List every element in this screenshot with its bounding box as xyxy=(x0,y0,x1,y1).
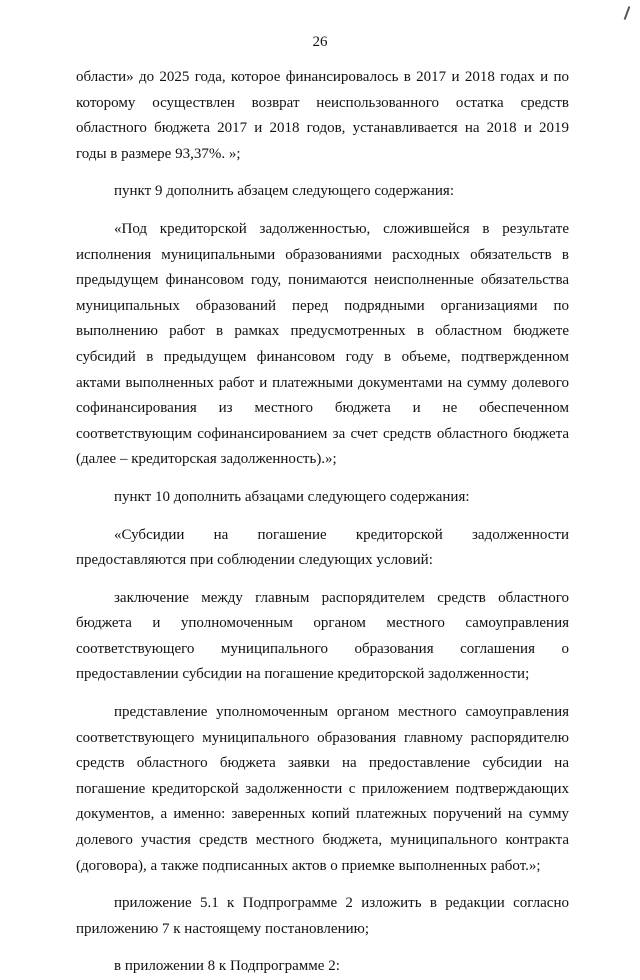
scan-mark xyxy=(624,6,631,20)
document-body xyxy=(76,65,569,980)
paragraph-appendix-5-1: приложение 5.1 к Подпрограмме 2 изложить в редакции согласно приложению 7 к настоящему постановлению; xyxy=(76,895,569,937)
paragraph-condition-application: представление уполномоченным органом местного самоуправления соответствующего муниципального образования главному распорядителю средств областного бюджета заявки на предоставление субсидии на погашение кредиторской задолженности с приложением подтверждающих документов, а именно: заверенных копий платежных поручений на сумму долевого участия средств местного бюджета, муниципального контракта (договора), а также подписанных актов о приемке выполненных работ.»; xyxy=(76,704,569,874)
paragraph-continuation: области» до 2025 года, которое финансировалось в 2017 и 2018 годах и по которому осуществлен возврат неиспользованного остатка средств областного бюджета 2017 и 2018 годов, устанавливается на 2018 и 2019 годы в размере 93,37%. »; xyxy=(76,69,569,162)
paragraph-condition-agreement: заключение между главным распорядителем средств областного бюджета и уполномоченным органом местного самоуправления соответствующего муниципального образования соглашения о предоставлении субсидии на погашение кредиторской задолженности; xyxy=(76,589,569,683)
paragraph-item-9: пункт 9 дополнить абзацем следующего содержания: xyxy=(114,183,454,200)
paragraph-item-10: пункт 10 дополнить абзацами следующего содержания: xyxy=(114,488,470,505)
paragraph-definition: «Под кредиторской задолженностью, сложившейся в результате исполнения муниципальными образованиями расходных обязательств в предыдущем финансовом году, понимаются неисполненные обязательства муниципальных образований перед подрядными организациями по выполнению работ в рамках предусмотренных в областном бюджете субсидий в предыдущем финансовом году в объеме, подтвержденном актами выполненных работ и платежными документами на сумму долевого софинансирования из местного бюджета и не обеспеченном соответствующим софинансированием за счет средств областного бюджета (далее – кредиторская задолженность).»; xyxy=(76,220,569,468)
paragraph-appendix-8: в приложении 8 к Подпрограмме 2: xyxy=(114,958,340,975)
paragraph-conditions: «Субсидии на погашение кредиторской задолженности предоставляются при соблюдении следующих условий: xyxy=(76,526,569,569)
page-number: 26 xyxy=(312,34,328,50)
